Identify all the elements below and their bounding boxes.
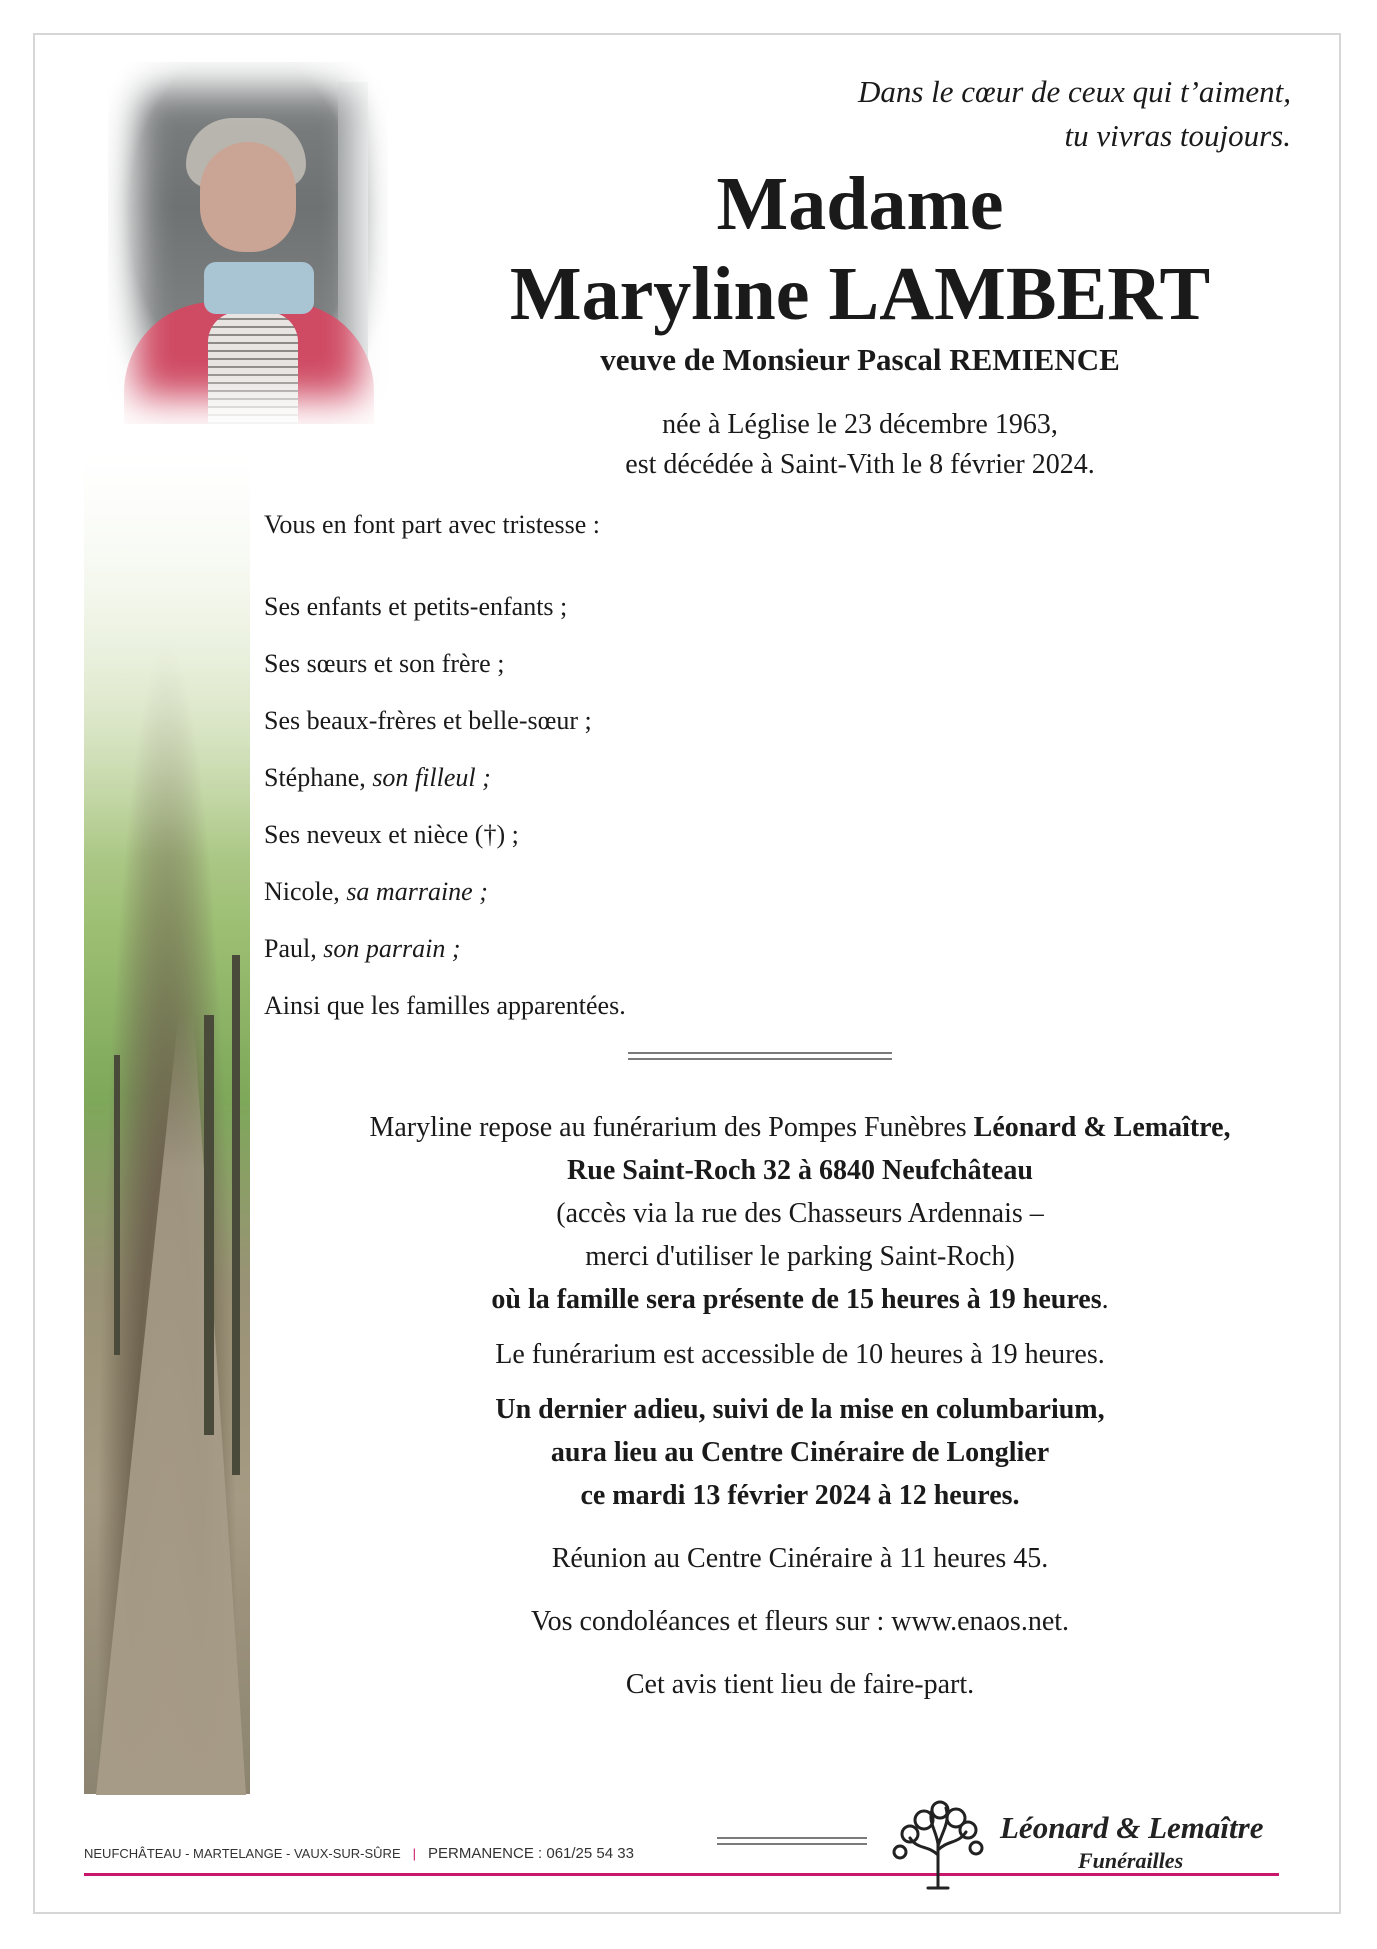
member-name: Ses sœurs et son frère ; xyxy=(264,649,505,678)
member-name: Nicole, xyxy=(264,877,347,906)
presence-end: . xyxy=(1101,1284,1109,1315)
brand-subtitle: Funérailles xyxy=(1078,1848,1184,1873)
presence-line xyxy=(260,1278,1340,1321)
family-member xyxy=(264,578,626,635)
condolences-line: Vos condoléances et fleurs sur : www.enaos.net. xyxy=(530,1606,1070,1637)
brand-name: Léonard & Lemaître xyxy=(1000,1810,1264,1845)
funeral-home-name: Léonard & Lemaître, xyxy=(973,1112,1231,1143)
repose-text: Maryline repose au funérarium des Pompes Funèbres xyxy=(369,1112,974,1143)
family-list xyxy=(264,578,626,1034)
ceremony-line-1: Un dernier adieu, suivi de la mise en columbarium, xyxy=(495,1394,1105,1425)
tree-logo-icon xyxy=(888,1800,988,1890)
member-name: Ses beaux-frères et belle-sœur ; xyxy=(264,706,592,735)
member-name: Paul, xyxy=(264,934,324,963)
ceremony-line-3: ce mardi 13 février 2024 à 12 heures. xyxy=(580,1480,1020,1511)
member-name: Ainsi que les familles apparentées. xyxy=(264,991,626,1020)
member-name: Ses enfants et petits-enfants ; xyxy=(264,592,568,621)
funeral-home-brand xyxy=(1000,1810,1300,1874)
family-member xyxy=(264,749,626,806)
member-role: son parrain ; xyxy=(323,934,461,963)
repose-line xyxy=(260,1106,1340,1149)
footer-separator: | xyxy=(412,1846,416,1861)
tree-trunk xyxy=(204,1015,214,1435)
footer-contact xyxy=(84,1845,634,1862)
portrait-photo xyxy=(108,62,388,424)
birth-line: née à Léglise le 23 décembre 1963, xyxy=(662,409,1058,440)
section-divider xyxy=(628,1052,892,1060)
deceased-name: Maryline LAMBERT xyxy=(509,252,1211,336)
funeral-home-address: Rue Saint-Roch 32 à 6840 Neufchâteau xyxy=(567,1155,1033,1186)
member-role: sa marraine ; xyxy=(346,877,488,906)
tree-trunk xyxy=(114,1055,120,1355)
family-member xyxy=(264,806,626,863)
funeral-info xyxy=(260,1106,1340,1706)
footer-permanence: PERMANENCE : 061/25 54 33 xyxy=(428,1845,634,1862)
member-role: son filleul ; xyxy=(372,763,491,792)
family-member xyxy=(264,692,626,749)
footer-locations: NEUFCHÂTEAU - MARTELANGE - VAUX-SUR-SÛRE xyxy=(84,1846,401,1861)
death-line: est décédée à Saint-Vith le 8 février 2024. xyxy=(625,449,1095,480)
deceased-title xyxy=(420,160,1300,340)
meeting-time: Réunion au Centre Cinéraire à 11 heures 45. xyxy=(551,1543,1049,1574)
photo-vignette xyxy=(108,62,388,424)
member-name: Ses neveux et nièce (†) ; xyxy=(264,820,519,849)
honorific: Madame xyxy=(716,162,1004,246)
member-name: Stéphane, xyxy=(264,763,373,792)
forest-path-image xyxy=(84,455,250,1794)
family-member xyxy=(264,920,626,977)
widow-of: veuve de Monsieur Pascal REMIENCE xyxy=(600,342,1120,377)
funerarium-hours: Le funérarium est accessible de 10 heures à 19 heures. xyxy=(495,1339,1105,1370)
presence-text: où la famille sera présente de 15 heures à 19 heures xyxy=(491,1284,1102,1315)
life-dates xyxy=(420,405,1300,485)
tree-trunk xyxy=(232,955,240,1475)
poem-line-2: tu vivras toujours. xyxy=(1064,118,1291,153)
ceremony-line-2: aura lieu au Centre Cinéraire de Longlier xyxy=(550,1437,1050,1468)
family-member xyxy=(264,977,626,1034)
access-note-1: (accès via la rue des Chasseurs Ardennais – xyxy=(556,1198,1044,1229)
family-intro: Vous en font part avec tristesse : xyxy=(264,510,600,539)
access-note-2: merci d'utiliser le parking Saint-Roch) xyxy=(585,1241,1015,1272)
family-member xyxy=(264,635,626,692)
memorial-poem xyxy=(591,70,1291,158)
poem-line-1: Dans le cœur de ceux qui t’aiment, xyxy=(857,74,1291,109)
family-member xyxy=(264,863,626,920)
notice-line: Cet avis tient lieu de faire-part. xyxy=(625,1669,975,1700)
footer-divider xyxy=(717,1837,867,1845)
